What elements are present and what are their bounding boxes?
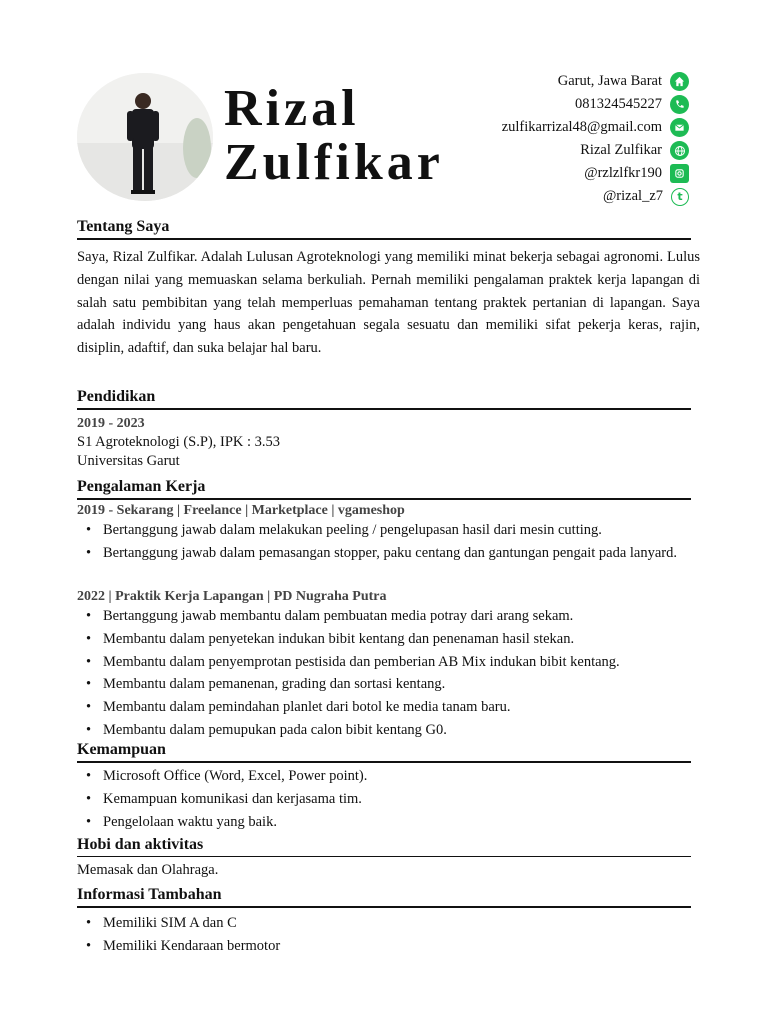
additional-title: Informasi Tambahan <box>77 886 691 908</box>
profile-photo <box>77 73 213 201</box>
contact-location <box>502 70 689 93</box>
contact-phone <box>502 93 689 116</box>
tumblr-icon: t <box>671 188 689 206</box>
email-text[interactable]: zulfikarrizal48@gmail.com <box>501 119 662 135</box>
contact-website <box>502 139 689 162</box>
home-icon <box>670 72 689 91</box>
full-name <box>224 82 444 190</box>
list-item: • Membantu dalam pemupukan pada calon bibit kentang G0. <box>77 719 700 742</box>
first-name: Rizal <box>224 80 360 137</box>
list-item: • Microsoft Office (Word, Excel, Power point). <box>77 765 700 788</box>
job-heading: 2022 | Praktik Kerja Lapangan | PD Nugraha Putra <box>77 589 387 604</box>
instagram-icon <box>670 164 689 183</box>
last-name: Zulfikar <box>224 134 444 191</box>
job-duties-list <box>77 605 700 742</box>
hobbies-title: Hobi dan aktivitas <box>77 836 691 857</box>
about-title: Tentang Saya <box>77 218 691 240</box>
job-duties-list <box>77 519 700 565</box>
contact-list <box>502 70 689 208</box>
education-period: 2019 - 2023 <box>77 416 145 431</box>
hobbies-text: Memasak dan Olahraga. <box>77 862 219 878</box>
list-item: • Bertanggung jawab membantu dalam pembuatan media potray dari arang sekam. <box>77 605 700 628</box>
list-item: • Membantu dalam pemanenan, grading dan sortasi kentang. <box>77 673 700 696</box>
list-item: • Memiliki Kendaraan bermotor <box>77 935 700 958</box>
globe-icon <box>670 141 689 160</box>
mail-icon <box>670 118 689 137</box>
location-text: Garut, Jawa Barat <box>557 73 662 89</box>
website-text[interactable]: Rizal Zulfikar <box>580 142 662 158</box>
list-item: • Membantu dalam penyetekan indukan bibit kentang dan penenaman hasil stekan. <box>77 628 700 651</box>
list-item: • Pengelolaan waktu yang baik. <box>77 811 700 834</box>
skills-title: Kemampuan <box>77 741 691 763</box>
list-item: • Bertanggung jawab dalam pemasangan stopper, paku centang dan gantungan pengait pada lanyard. <box>77 542 700 565</box>
list-item: • Membantu dalam pemindahan planlet dari botol ke media tanam baru. <box>77 696 700 719</box>
contact-tumblr <box>502 185 689 208</box>
additional-list <box>77 912 700 958</box>
about-text: Saya, Rizal Zulfikar. Adalah Lulusan Agroteknologi yang memiliki minat bekerja sebagai agronomi. Lulus dengan nilai yang memuaskan selama berkuliah. Pernah memiliki pengalaman praktek kerja lapangan di salah satu pembibitan yang telah memperluas pemahaman tentang praktek pertanian di lapangan. Saya adalah individu yang haus akan pengetahuan segala sesuatu dan memiliki sifat pekerja keras, rajin, disiplin, adaftif, dan suka belajar hal baru. <box>77 249 700 357</box>
education-title: Pendidikan <box>77 388 691 410</box>
phone-icon <box>670 95 689 114</box>
tumblr-text[interactable]: @rizal_z7 <box>602 188 663 204</box>
phone-text[interactable]: 081324545227 <box>575 96 662 112</box>
list-item: • Memiliki SIM A dan C <box>77 912 700 935</box>
person-figure <box>77 73 213 201</box>
list-item: • Bertanggung jawab dalam melakukan peeling / pengelupasan hasil dari mesin cutting. <box>77 519 700 542</box>
contact-email <box>502 116 689 139</box>
contact-instagram <box>502 162 689 185</box>
education-school: Universitas Garut <box>77 453 180 469</box>
experience-title: Pengalaman Kerja <box>77 478 691 500</box>
list-item: • Kemampuan komunikasi dan kerjasama tim. <box>77 788 700 811</box>
skills-list <box>77 765 700 833</box>
job-heading: 2019 - Sekarang | Freelance | Marketplace | vgameshop <box>77 503 405 518</box>
instagram-text[interactable]: @rzlzlfkr190 <box>584 165 662 181</box>
list-item: • Membantu dalam penyemprotan pestisida dan pemberian AB Mix indukan bibit kentang. <box>77 651 700 674</box>
education-degree: S1 Agroteknologi (S.P), IPK : 3.53 <box>77 434 281 450</box>
